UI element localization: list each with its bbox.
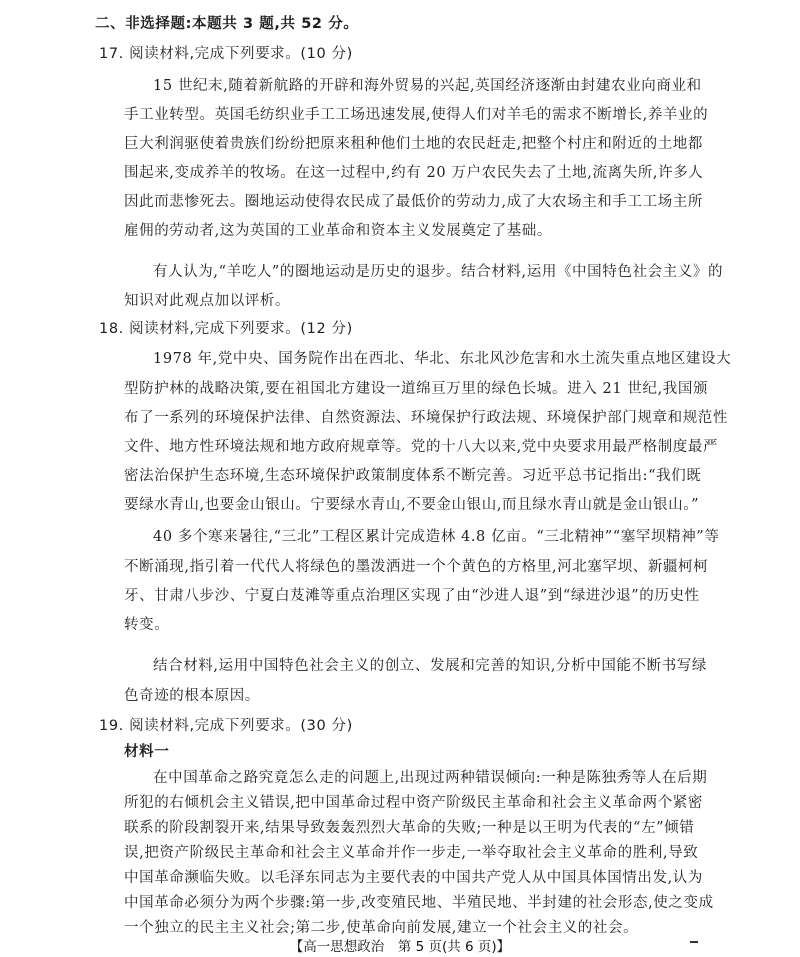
q17-material-line: 因此而悲惨死去。圈地运动使得农民成了最低价的劳动力,成了大农场主和手工工场主所 <box>124 194 704 210</box>
q19-material-line: 在中国革命之路究竟怎么走的问题上,出现过两种错误倾向:一种是陈独秀等人在后期 <box>153 770 708 786</box>
q19-material-label: 材料一 <box>124 744 170 760</box>
q19-material-line: 一个独立的民主主义社会;第二步,使革命向前发展,建立一个社会主义的社会。 <box>124 920 639 936</box>
q18-para1-line: 1978 年,党中央、国务院作出在西北、华北、东北风沙危害和水土流失重点地区建设大 <box>153 351 732 367</box>
question-18-title: 18. 阅读材料,完成下列要求。(12 分) <box>99 321 353 337</box>
q17-material-line: 雇佣的劳动者,这为英国的工业革命和资本主义发展奠定了基础。 <box>124 223 553 239</box>
q18-para1-line: 文件、地方性环境法规和地方政府规章等。党的十八大以来,党中央要求用最严格制度最严 <box>124 439 719 455</box>
q18-para2-line: 牙、甘肃八步沙、宁夏白芨滩等重点治理区实现了由“沙进人退”到“绿进沙退”的历史性 <box>124 588 700 604</box>
q18-task-line: 色奇迹的根本原因。 <box>124 688 260 704</box>
q17-material-line: 巨大利润驱使着贵族们纷纷把原来租种他们土地的农民赶走,把整个村庄和附近的土地都 <box>124 136 704 152</box>
q18-para1-line: 要绿水青山,也要金山银山。宁要绿水青山,不要金山银山,而且绿水青山就是金山银山。” <box>124 497 700 513</box>
question-19-title: 19. 阅读材料,完成下列要求。(30 分) <box>99 718 353 734</box>
q19-material-line: 中国革命濒临失败。以毛泽东同志为主要代表的中国共产党人从中国具体国情出发,认为 <box>124 870 704 886</box>
q17-material-line: 15 世纪末,随着新航路的开辟和海外贸易的兴起,英国经济逐渐由封建农业向商业和 <box>153 78 702 94</box>
q18-para2-line: 不断涌现,指引着一代代人将绿色的墨泼洒进一个个黄色的方格里,河北塞罕坝、新疆柯柯 <box>124 559 709 575</box>
q17-material-line: 手工业转型。英国毛纺织业手工工场迅速发展,使得人们对羊毛的需求不断增长,养羊业的 <box>124 107 709 123</box>
q19-material-line: 所犯的右倾机会主义错误,把中国革命过程中资产阶级民主革命和社会主义革命两个紧密 <box>124 795 704 811</box>
q17-task-line: 知识对此观点加以评析。 <box>124 293 291 309</box>
question-17-title: 17. 阅读材料,完成下列要求。(10 分) <box>99 46 353 62</box>
q17-task-line: 有人认为,“羊吃人”的圈地运动是历史的退步。结合材料,运用《中国特色社会主义》的 <box>153 264 724 280</box>
q17-material-line: 围起来,变成养羊的牧场。在这一过程中,约有 20 万户农民失去了土地,流离失所,许多人 <box>124 165 704 181</box>
q18-para2-line: 转变。 <box>124 617 170 633</box>
page-footer: 【高一思想政治 第 5 页(共 6 页)】 <box>289 939 511 955</box>
q19-material-line: 中国革命必须分为两个步骤:第一步,改变殖民地、半殖民地、半封建的社会形态,使之变成 <box>124 895 714 911</box>
q18-para2-line: 40 多个寒来暑往,“三北”工程区累计完成造林 4.8 亿亩。“三北精神”“塞罕坝精神”等 <box>153 529 720 545</box>
q18-para1-line: 型防护林的战略决策,要在祖国北方建设一道绵亘万里的绿色长城。进入 21 世纪,我国颁 <box>124 381 709 397</box>
q18-para1-line: 布了一系列的环境保护法律、自然资源法、环境保护行政法规、环境保护部门规章和规范性 <box>124 410 728 426</box>
q19-material-line: 误,把资产阶级民主革命和社会主义革命并作一步走,一举夺取社会主义革命的胜利,导致 <box>124 845 699 861</box>
q18-task-line: 结合材料,运用中国特色社会主义的创立、发展和完善的知识,分析中国能不断书写绿 <box>153 658 708 674</box>
q18-para1-line: 密法治保护生态环境,生态环境保护政策制度体系不断完善。习近平总书记指出:“我们既 <box>124 468 702 484</box>
section-heading: 二、非选择题:本题共 3 题,共 52 分。 <box>95 16 359 32</box>
corner-mark <box>690 941 698 943</box>
q19-material-line: 联系的阶段割裂开来,结果导致轰轰烈烈大革命的失败;一种是以王明为代表的“左”倾错 <box>124 820 695 836</box>
